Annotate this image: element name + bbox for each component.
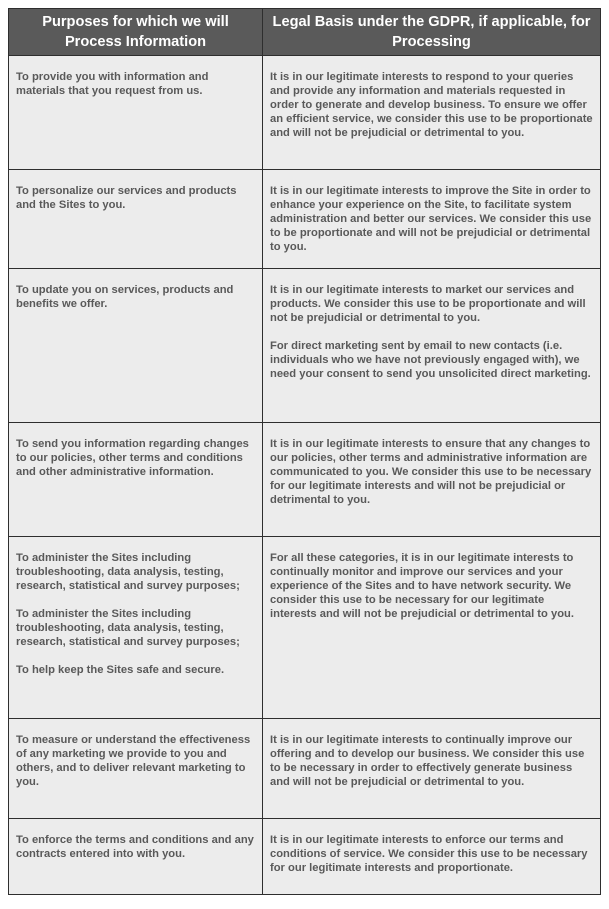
legal-basis-text: For all these categories, it is in our legitimate interests to continually monitor and improve our services and your experience of the Sites and to have network security. We consider this use to be necessary for our legitimate interests and will not be prejudicial or detrimental to you. — [270, 552, 574, 620]
legal-basis-text: It is in our legitimate interests to market our services and products. We consider this use to be proportionate and will not be prejudicial or detrimental to you. — [270, 284, 586, 324]
legal-basis-text: For direct marketing sent by email to new contacts (i.e. individuals who we have not previously engaged with), we need your consent to send you unsolicited direct marketing. — [270, 340, 591, 380]
purpose-cell — [9, 269, 263, 423]
legal-basis-cell — [263, 170, 601, 269]
table-row — [9, 719, 601, 819]
header-legal-basis: Legal Basis under the GDPR, if applicable, for Processing — [263, 9, 601, 56]
legal-basis-text: It is in our legitimate interests to improve the Site in order to enhance your experience on the Site, to facilitate system administration and better our services. We consider this use to be proportionate and will not be prejudicial or detrimental to you. — [270, 185, 592, 253]
purpose-cell — [9, 719, 263, 819]
legal-basis-cell — [263, 56, 601, 170]
header-purposes: Purposes for which we will Process Information — [9, 9, 263, 56]
table-header-row — [9, 9, 601, 56]
purpose-cell — [9, 170, 263, 269]
purpose-text: To personalize our services and products and the Sites to you. — [16, 185, 237, 211]
legal-basis-cell — [263, 537, 601, 719]
purpose-text: To administer the Sites including troubleshooting, data analysis, testing, research, statistical and survey purposes; — [16, 608, 240, 648]
purpose-cell — [9, 537, 263, 719]
gdpr-processing-table — [8, 8, 601, 895]
purpose-text: To enforce the terms and conditions and any contracts entered into with you. — [16, 834, 254, 860]
legal-basis-cell — [263, 719, 601, 819]
table-row — [9, 537, 601, 719]
legal-basis-cell — [263, 269, 601, 423]
table-row — [9, 170, 601, 269]
table-row — [9, 423, 601, 537]
purpose-cell — [9, 423, 263, 537]
purpose-text: To help keep the Sites safe and secure. — [16, 664, 225, 676]
table-row — [9, 56, 601, 170]
legal-basis-text: It is in our legitimate interests to enforce our terms and conditions of service. We consider this use to be necessary for our legitimate interests and proportionate. — [270, 834, 588, 874]
legal-basis-cell — [263, 423, 601, 537]
legal-basis-text: It is in our legitimate interests to ensure that any changes to our policies, other terms and administrative information are communicated to you. We consider this use to be necessary for our legitimate interests and will not be prejudicial or detrimental to you. — [270, 438, 592, 506]
purpose-text: To measure or understand the effectiveness of any marketing we provide to you and others, and to deliver relevant marketing to you. — [16, 734, 251, 788]
table-row — [9, 819, 601, 895]
purpose-cell — [9, 819, 263, 895]
purpose-text: To send you information regarding changes to our policies, other terms and conditions and other administrative information. — [16, 438, 249, 478]
legal-basis-cell — [263, 819, 601, 895]
legal-basis-text: It is in our legitimate interests to continually improve our offering and to develop our business. We consider this use to be necessary in order to effectively generate business and will not be prejudicial or detrimental to you. — [270, 734, 585, 788]
purpose-cell — [9, 56, 263, 170]
purpose-text: To update you on services, products and benefits we offer. — [16, 284, 234, 310]
legal-basis-text: It is in our legitimate interests to respond to your queries and provide any information and materials requested in order to generate and develop business. To ensure we offer an efficient service, we consider this use to be proportionate and will not be prejudicial or detrimental to you. — [270, 71, 593, 139]
table-row — [9, 269, 601, 423]
purpose-text: To provide you with information and materials that you request from us. — [16, 71, 209, 97]
purpose-text: To administer the Sites including troubleshooting, data analysis, testing, research, statistical and survey purposes; — [16, 552, 240, 592]
